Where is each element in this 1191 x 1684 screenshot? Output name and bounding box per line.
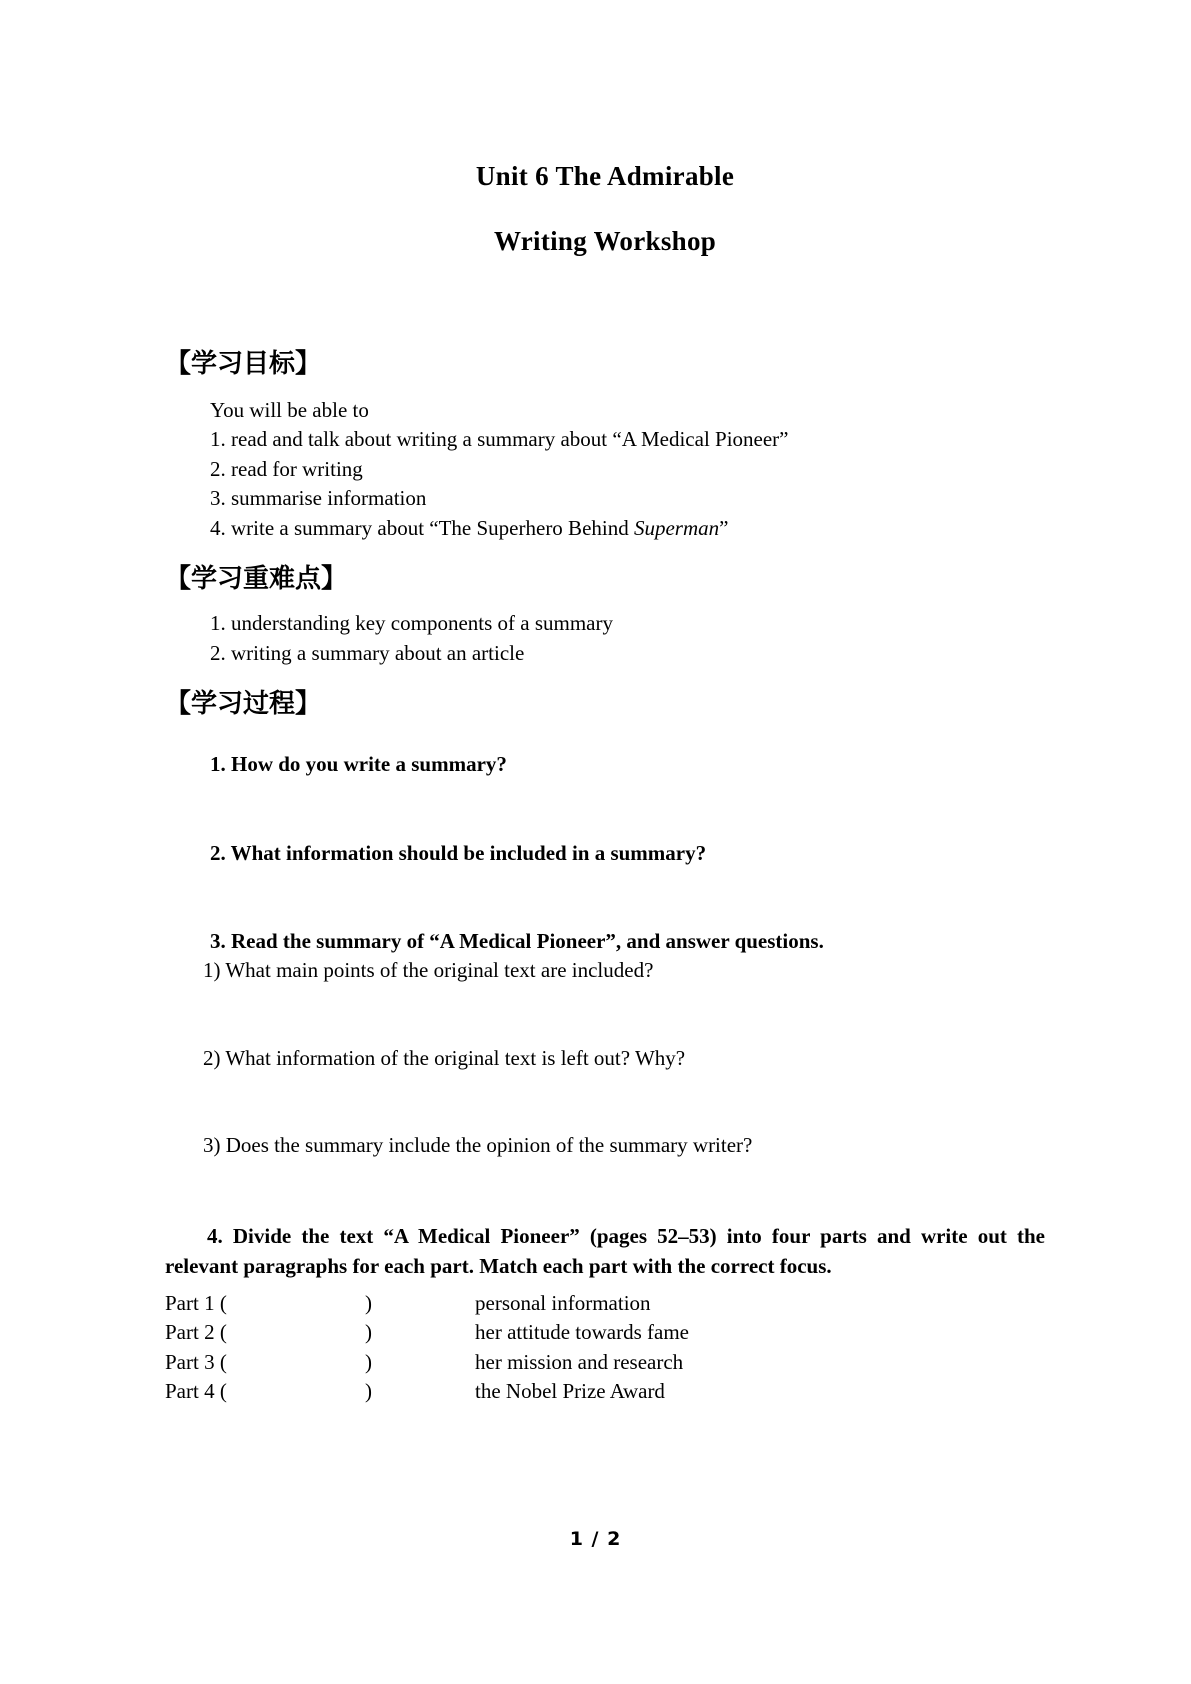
process-question-2: 2. What information should be included in a summary? [210,841,707,866]
part-focus-4: the Nobel Prize Award [475,1379,665,1404]
key-difficulties-item-1: 1. understanding key components of a summary [210,611,613,636]
table-row [165,1318,689,1348]
part-blank-2[interactable] [365,1318,475,1348]
part-blank-3[interactable] [365,1348,475,1378]
part-label-4-text: Part 4 ( [165,1379,227,1404]
learning-goals-item-4-italic: Superman [633,515,720,540]
table-row [165,1348,689,1378]
part-label-2-text: Part 2 ( [165,1320,227,1345]
process-question-3-sub-1: 1) What main points of the original text are included? [203,958,654,983]
page-number-footer: 1 / 2 [569,1528,622,1550]
part-matching-table [165,1289,689,1407]
section-heading-learning-process: 【学习过程】 [165,689,322,720]
answer-space-question-1 [165,779,1045,839]
part-label-3 [165,1348,365,1378]
answer-space-sub-3 [165,1161,1045,1221]
part-label-1 [165,1289,365,1319]
answer-space-sub-2 [165,1073,1045,1131]
process-question-1: 1. How do you write a summary? [210,751,507,776]
section-heading-key-difficulties: 【学习重难点】 [165,564,348,595]
part-blank-4-close: ) [365,1379,372,1404]
key-difficulties-list [165,609,1045,668]
part-focus-2: her attitude towards fame [475,1320,689,1345]
part-label-1-text: Part 1 ( [165,1290,227,1315]
learning-goals-item-4 [165,514,1045,544]
part-focus-3: her mission and research [475,1349,684,1374]
learning-goals-list [165,396,1045,544]
part-blank-1[interactable] [365,1289,475,1319]
key-difficulties-item-2: 2. writing a summary about an article [210,640,525,665]
answer-space-question-2 [165,869,1045,927]
process-question-3: 3. Read the summary of “A Medical Pioneer”, and answer questions. [210,928,824,953]
learning-goals-item-4-suffix: ” [719,515,729,540]
learning-goals-item-4-prefix: 4. write a summary about “The Superhero Behind [210,515,634,540]
part-label-3-text: Part 3 ( [165,1349,227,1374]
document-content [165,0,1045,1407]
process-question-3-sub-3: 3) Does the summary include the opinion of the summary writer? [203,1133,753,1158]
table-row [165,1377,689,1407]
answer-space-sub-1 [165,986,1045,1044]
learning-goals-item-1: 1. read and talk about writing a summary about “A Medical Pioneer” [210,427,789,452]
part-focus-1: personal information [475,1290,651,1315]
part-blank-2-close: ) [365,1320,372,1345]
part-label-2 [165,1318,365,1348]
section-heading-learning-goals: 【学习目标】 [165,348,322,379]
part-blank-1-close: ) [365,1290,372,1315]
part-blank-3-close: ) [365,1349,372,1374]
process-question-3-sub-2: 2) What information of the original text is left out? Why? [203,1045,686,1070]
document-title-line-1: Unit 6 The Admirable [475,161,735,191]
spacer [165,720,1045,750]
learning-goals-intro: You will be able to [210,397,369,422]
learning-goals-item-3: 3. summarise information [210,486,427,511]
document-title-line-2: Writing Workshop [493,226,717,257]
part-blank-4[interactable] [365,1377,475,1407]
learning-goals-item-2: 2. read for writing [210,456,363,481]
table-row [165,1289,689,1319]
part-label-4 [165,1377,365,1407]
process-question-4: 4. Divide the text “A Medical Pioneer” (pages 52–53) into four parts and write out the relevant paragraphs for each part. Match each part with the correct focus. [165,1223,1045,1278]
